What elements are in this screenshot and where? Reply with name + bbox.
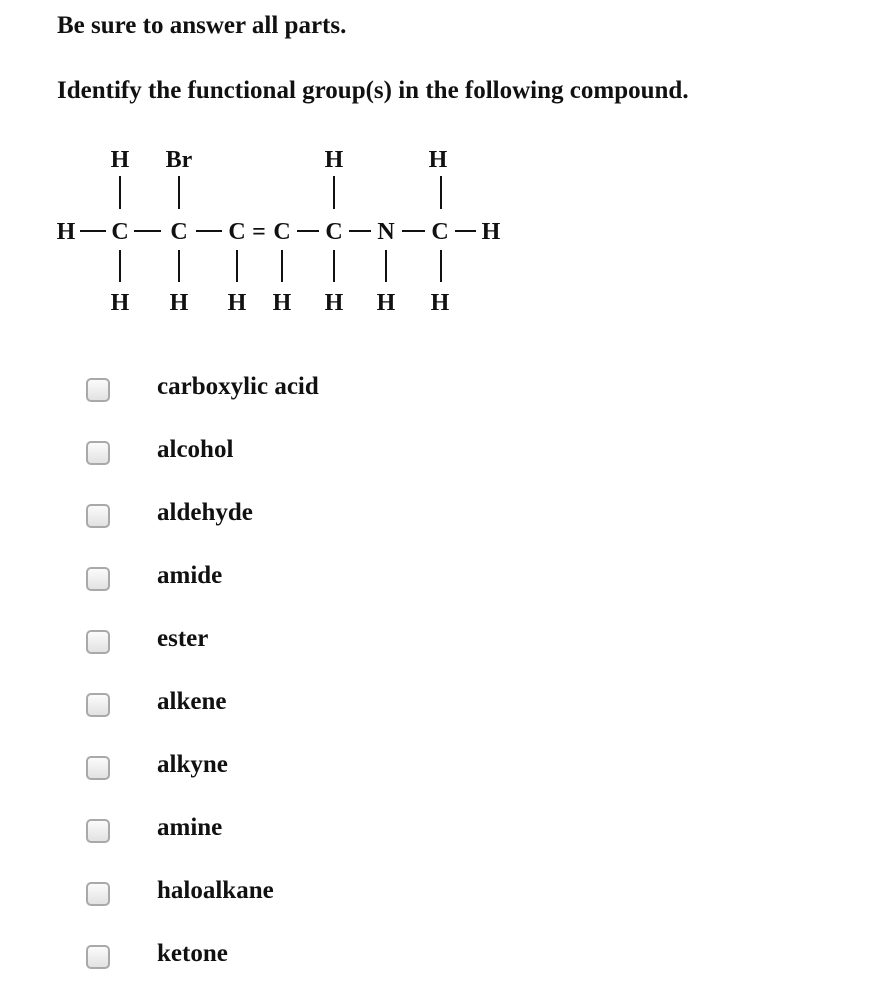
option-label-amide[interactable]: amide xyxy=(157,562,223,589)
checkbox-alcohol[interactable] xyxy=(86,441,110,465)
option-amide[interactable] xyxy=(0,547,870,610)
bottom-atom-h6: H xyxy=(376,290,396,316)
checkbox-amine[interactable] xyxy=(86,819,110,843)
checkbox-aldehyde[interactable] xyxy=(86,504,110,528)
top-atom-h3: H xyxy=(428,147,448,173)
chain-atom-c2: C xyxy=(170,219,188,245)
bottom-atom-h3: H xyxy=(227,290,247,316)
option-carboxylic-acid[interactable] xyxy=(0,358,870,421)
top-bonds xyxy=(120,176,441,209)
chain-atom-c4: C xyxy=(273,219,291,245)
option-alcohol[interactable] xyxy=(0,421,870,484)
option-label-alkene[interactable]: alkene xyxy=(157,688,227,715)
checkbox-alkyne[interactable] xyxy=(86,756,110,780)
bottom-atom-h2: H xyxy=(169,290,189,316)
option-label-amine[interactable]: amine xyxy=(157,814,223,841)
option-ester[interactable] xyxy=(0,610,870,673)
structure-diagram xyxy=(0,130,560,330)
checkbox-ketone[interactable] xyxy=(86,945,110,969)
option-alkene[interactable] xyxy=(0,673,870,736)
question-text: Identify the functional group(s) in the following compound. xyxy=(57,77,689,104)
answer-options xyxy=(0,358,870,988)
chain-atom-c5: C xyxy=(325,219,343,245)
option-label-haloalkane[interactable]: haloalkane xyxy=(157,877,274,904)
double-bond-symbol: = xyxy=(252,219,266,245)
chain-atom-c3: C xyxy=(228,219,246,245)
option-label-ketone[interactable]: ketone xyxy=(157,940,228,967)
option-amine[interactable] xyxy=(0,799,870,862)
top-atom-br: Br xyxy=(165,147,193,173)
option-label-aldehyde[interactable]: aldehyde xyxy=(157,499,253,526)
top-atom-h1: H xyxy=(110,147,130,173)
checkbox-haloalkane[interactable] xyxy=(86,882,110,906)
option-label-alkyne[interactable]: alkyne xyxy=(157,751,228,778)
checkbox-amide[interactable] xyxy=(86,567,110,591)
checkbox-carboxylic-acid[interactable] xyxy=(86,378,110,402)
option-label-alcohol[interactable]: alcohol xyxy=(157,436,234,463)
bottom-bonds xyxy=(120,250,441,282)
chain-atom-c6: C xyxy=(431,219,449,245)
chemical-structure xyxy=(0,130,560,330)
bottom-atom-h7: H xyxy=(430,290,450,316)
top-atom-h2: H xyxy=(324,147,344,173)
instruction-text: Be sure to answer all parts. xyxy=(57,12,347,39)
bottom-atom-h4: H xyxy=(272,290,292,316)
option-label-carboxylic-acid[interactable]: carboxylic acid xyxy=(157,373,319,400)
option-haloalkane[interactable] xyxy=(0,862,870,925)
option-aldehyde[interactable] xyxy=(0,484,870,547)
checkbox-ester[interactable] xyxy=(86,630,110,654)
checkbox-alkene[interactable] xyxy=(86,693,110,717)
option-label-ester[interactable]: ester xyxy=(157,625,209,652)
chain-atom-c1: C xyxy=(111,219,129,245)
bottom-atom-h1: H xyxy=(110,290,130,316)
chain-atom-n: N xyxy=(377,219,395,245)
bottom-atom-h5: H xyxy=(324,290,344,316)
option-alkyne[interactable] xyxy=(0,736,870,799)
option-ketone[interactable] xyxy=(0,925,870,988)
chain-atom-h-left: H xyxy=(56,219,76,245)
chain-atom-h-right: H xyxy=(481,219,501,245)
